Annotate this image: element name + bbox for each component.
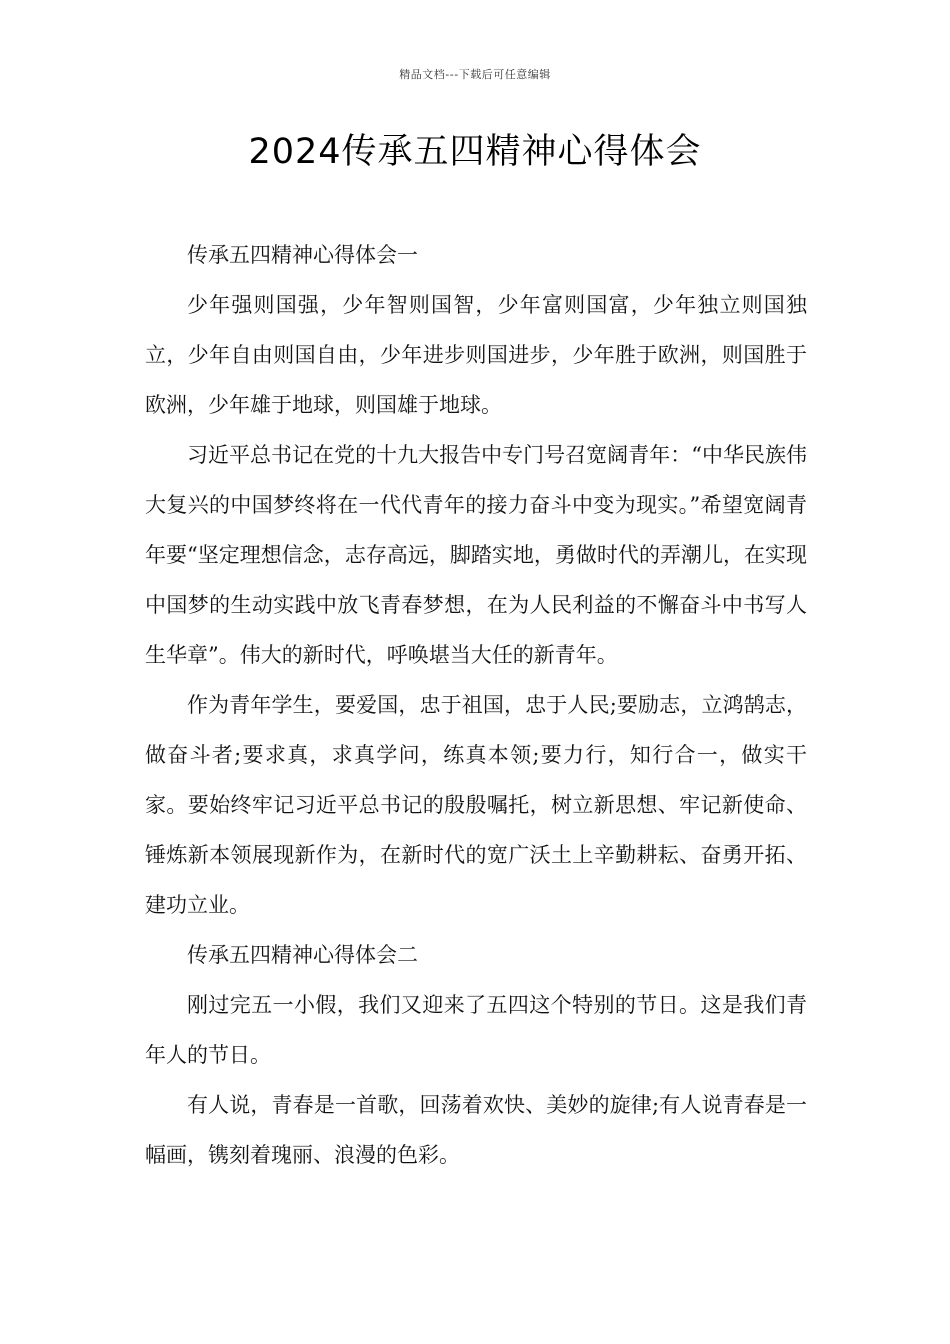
section-heading: 传承五四精神心得体会一 xyxy=(187,243,418,267)
document-title: 2024传承五四精神心得体会 xyxy=(248,132,702,172)
paragraph: 习近平总书记在党的十九大报告中专门号召宽阔青年：“中华民族伟大复兴的中国梦终将在一代代青年的接力奋斗中变为现实。”希望宽阔青年要“坚定理想信念，志存高远，脚踏实地，勇做时代的弄潮儿，在实现中国梦的生动实践中放飞青春梦想，在为人民利益的不懈奋斗中书写人生华章”。伟大的新时代，呼唤堪当大任的新青年。 xyxy=(145,443,807,667)
section-heading: 传承五四精神心得体会二 xyxy=(187,943,418,967)
header-note: 精品文档---下载后可任意编辑 xyxy=(399,68,551,81)
paragraph: 少年强则国强，少年智则国智，少年富则国富，少年独立则国独立，少年自由则国自由，少年进步则国进步，少年胜于欧洲，则国胜于欧洲，少年雄于地球，则国雄于地球。 xyxy=(145,293,807,417)
paragraph: 刚过完五一小假，我们又迎来了五四这个特别的节日。这是我们青年人的节日。 xyxy=(145,993,807,1067)
document-body xyxy=(145,230,807,1180)
paragraph: 作为青年学生，要爱国，忠于祖国，忠于人民;要励志，立鸿鹄志，做奋斗者;要求真，求真学问，练真本领;要力行，知行合一，做实干家。要始终牢记习近平总书记的殷殷嘱托，树立新思想、牢记新使命、锤炼新本领展现新作为，在新时代的宽广沃土上辛勤耕耘、奋勇开拓、建功立业。 xyxy=(145,693,807,917)
paragraph: 有人说，青春是一首歌，回荡着欢快、美妙的旋律;有人说青春是一幅画，镌刻着瑰丽、浪漫的色彩。 xyxy=(145,1093,807,1167)
